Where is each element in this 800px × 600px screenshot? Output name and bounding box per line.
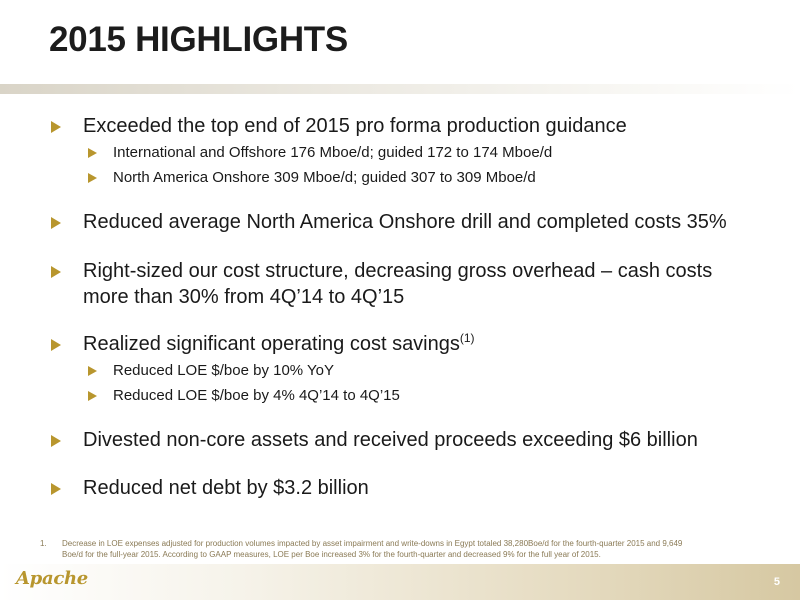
apache-logo: Apache xyxy=(16,568,88,589)
sub-bullet-text: North America Onshore 309 Mboe/d; guided 307 to 309 Mboe/d xyxy=(113,169,536,186)
title-divider-band xyxy=(0,84,800,94)
sub-bullet-text: Reduced LOE $/boe by 10% YoY xyxy=(113,362,335,379)
footer-bar xyxy=(0,564,800,600)
bullet-text-main: Realized significant operating cost savings xyxy=(83,333,460,355)
footnote-text xyxy=(62,538,742,560)
bullet-text: Divested non-core assets and received proceeds exceeding $6 billion xyxy=(83,429,698,451)
bullet-text xyxy=(83,259,773,309)
bullet-arrow-icon xyxy=(51,266,61,278)
slide-title: 2015 HIGHLIGHTS xyxy=(49,20,348,59)
sub-bullet-arrow-icon xyxy=(88,148,97,158)
footnote-reference: (1) xyxy=(459,331,475,345)
page-number: 5 xyxy=(773,576,780,588)
sub-bullet-text: Reduced LOE $/boe by 4% 4Q’14 to 4Q’15 xyxy=(113,387,400,404)
bullet-text xyxy=(83,332,773,356)
footnote-line: Decrease in LOE expenses adjusted for production volumes impacted by asset impairment and write-downs in Egypt totaled 38,280Boe/d for the fourth-quarter 2015 and 9,649 xyxy=(62,539,683,548)
footnote-number: 1. xyxy=(40,539,47,548)
sub-bullet-arrow-icon xyxy=(88,173,97,183)
bullet-text-line: more than 30% from 4Q’14 to 4Q’15 xyxy=(83,286,405,308)
sub-bullet-text: International and Offshore 176 Mboe/d; guided 172 to 174 Mboe/d xyxy=(113,144,553,161)
sub-bullet-arrow-icon xyxy=(88,391,97,401)
bullet-text: Reduced net debt by $3.2 billion xyxy=(83,477,369,499)
bullet-text: Exceeded the top end of 2015 pro forma production guidance xyxy=(83,115,627,137)
bullet-arrow-icon xyxy=(51,435,61,447)
footnote-line: Boe/d for the full-year 2015. According to GAAP measures, LOE per Boe increased 3% for the fourth-quarter and decreased 9% for the full year of 2015. xyxy=(62,550,601,559)
bullet-text-line: Right-sized our cost structure, decreasing gross overhead – cash costs xyxy=(83,260,713,282)
bullet-arrow-icon xyxy=(51,339,61,351)
bullet-text: Reduced average North America Onshore drill and completed costs 35% xyxy=(83,211,727,233)
bullet-arrow-icon xyxy=(51,217,61,229)
sub-bullet-arrow-icon xyxy=(88,366,97,376)
bullet-arrow-icon xyxy=(51,483,61,495)
bullet-arrow-icon xyxy=(51,121,61,133)
